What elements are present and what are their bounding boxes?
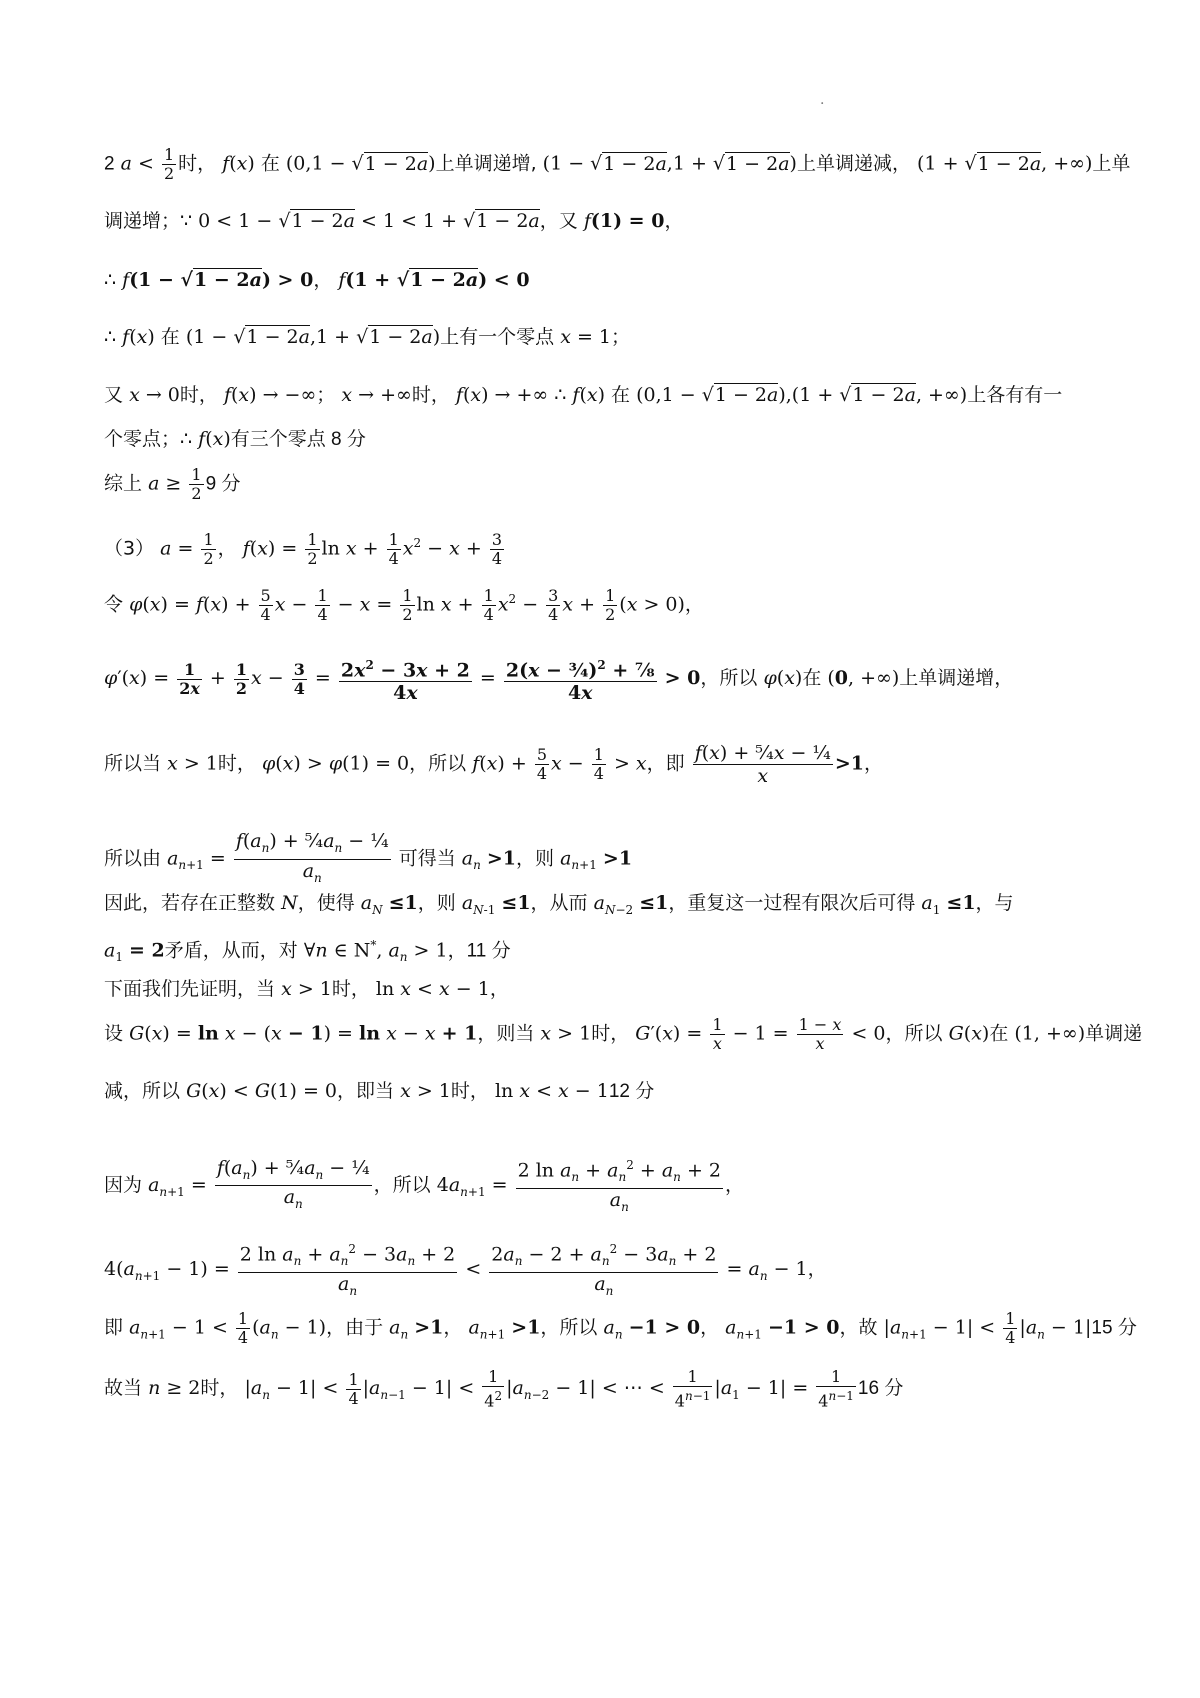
text-line-4: ∴ f(x) 在 (1 − √1 − 2a,1 + √1 − 2a)上有一个零点 x = 1； — [104, 326, 631, 348]
text-line-10: φ′(x) = $\frac{1}{2x}$ + $\frac{1}{2}$ x − $\frac{3}{4}$ = $\frac{2x^2 - 3x + 2}{4x}$ = $\frac{2(x - \frac{3}{4})^2 + \frac{7}{8}}{4x}$ > 0，所以 φ(x)在 (0, +∞)上单调递增， — [104, 654, 1104, 704]
text-line-12: 所以由 $a_{n+1}$ = $\frac{f(a_n) + ^5⁄_4a_n - \frac{1}{4}}{a_n}$ 可得当 $a_n >1$，则 $a_{n+1} >1$ — [104, 830, 633, 885]
text-line-3: ∴ f(1 − √1 − 2a) > 0， f(1 + √1 − 2a) < 0 — [104, 269, 530, 291]
text-line-19: $4(a_{n+1} - 1)$ = $\frac{2 \ln a_n + a_n^2 - 3a_n + 2}{a_n}$ < $\frac{2a_n - 2 + a_n^2 - 3a_n + 2}{a_n}$ = $a_n - 1$， — [104, 1238, 1104, 1302]
text-line-2: 调递增；∵ 0 < 1 − √1 − 2a < 1 < 1 + √1 − 2a，又 f(1) = 0， — [104, 210, 684, 232]
text-line-15: 下面我们先证明，当 x > 1时， ln x < x − 1， — [104, 978, 509, 1000]
text-line-13: 因此，若存在正整数 N，使得 $a_N \le 1$，则 $a_{N-1} \le 1$，从而 $a_{N-2} \le 1$，重复这一过程有限次后可得 $a_1 \le 1$，与 — [104, 892, 1014, 917]
text-line-6: 个零点；∴ f(x)有三个零点 8 分 — [104, 428, 366, 450]
text-line-16: 设 G(x) = ln x − (x − 1) = ln x − x + 1，则当 x > 1时， G′(x) = $\frac{1}{x}$ − 1 = $\frac{1 - x}{x}$ < 0，所以 G(x)在 (1, +∞)单调递 — [104, 1015, 1143, 1053]
text-line-11: 所以当 x > 1时， φ(x) > φ(1) = 0，所以 f(x) + $\frac{5}{4}$ x − $\frac{1}{4}$ > x，即 $\frac{\text{f(x) + ⁵⁄₄x − ¼}}{x}$ >1， — [104, 742, 883, 787]
text-line-18: 因为 $a_{n+1}$ = $\frac{f(a_n) + ^5⁄_4a_n - \frac{1}{4}}{a_n}$ ，所以 $4a_{n+1}$ = $\frac{2 \ln a_n + a_n^2 + a_n + 2}{a_n}$ ， — [104, 1154, 1104, 1218]
text-line-7: 综上 a ≥ $\frac{1}{2}$ 9 分 — [104, 465, 241, 503]
text-line-14: $a_1 = 2$矛盾，从而，对 ∀n ∈ N*, $a_n > 1$，11 分 — [104, 938, 511, 965]
page-dot: · — [820, 96, 825, 112]
text-line-9: 令 φ(x) = f(x) + $\frac{5}{4}$ x − $\frac{1}{4}$ − x = $\frac{1}{2}$ ln x + $\frac{1}{4}$ $x^2$ − $\frac{3}{4}$ x + $\frac{1}{2}$ (x > 0)， — [104, 585, 704, 624]
text-line-1: 2 a < $\frac{1}{2}$ 时， f(x) 在 (0,1 − √1 − 2a)上单调递增, (1 − √1 − 2a,1 + √1 − 2a)上单调递减， (1 + √1 − 2a, +∞)上单 — [104, 145, 1131, 183]
text-line-21: 故当 n ≥ 2时， $|a_n - 1|$ < $\frac{1}{4}$ $|a_{n-1} - 1|$ < $\frac{1}{4^2}$ $|a_{n-2} - 1|$ < ⋯ < $\frac{1}{4^{n-1}}$ $|a_1 - 1|$ = $\frac{1}{4^{n-1}}$ 16 分 — [104, 1367, 904, 1411]
text-line-5: 又 x → 0时， f(x) → −∞； x → +∞时， f(x) → +∞ ∴ f(x) 在 (0,1 − √1 − 2a),(1 + √1 − 2a, +∞)上各有有一 — [104, 384, 1063, 406]
text-line-17: 减，所以 G(x) < G(1) = 0，即当 x > 1时， ln x < x − 112 分 — [104, 1080, 655, 1102]
text-line-8: （3） a = $\frac{1}{2}$ ， f(x) = $\frac{1}{2}$ ln x + $\frac{1}{4}$ $x^2 - x$ + $\frac{3}{4}$ — [104, 529, 503, 568]
text-line-20: 即 $a_{n+1} - 1$ < $\frac{1}{4}$ $(a_n - 1)$，由于 $a_n >1$， $a_{n+1} >1$，所以 $a_n -1 > 0$， $a_{n+1} -1 > 0$，故 $|a_{n+1} - 1|$ < $\frac{1}{4}$ $|a_n - 1|15$ 分 — [104, 1309, 1137, 1347]
